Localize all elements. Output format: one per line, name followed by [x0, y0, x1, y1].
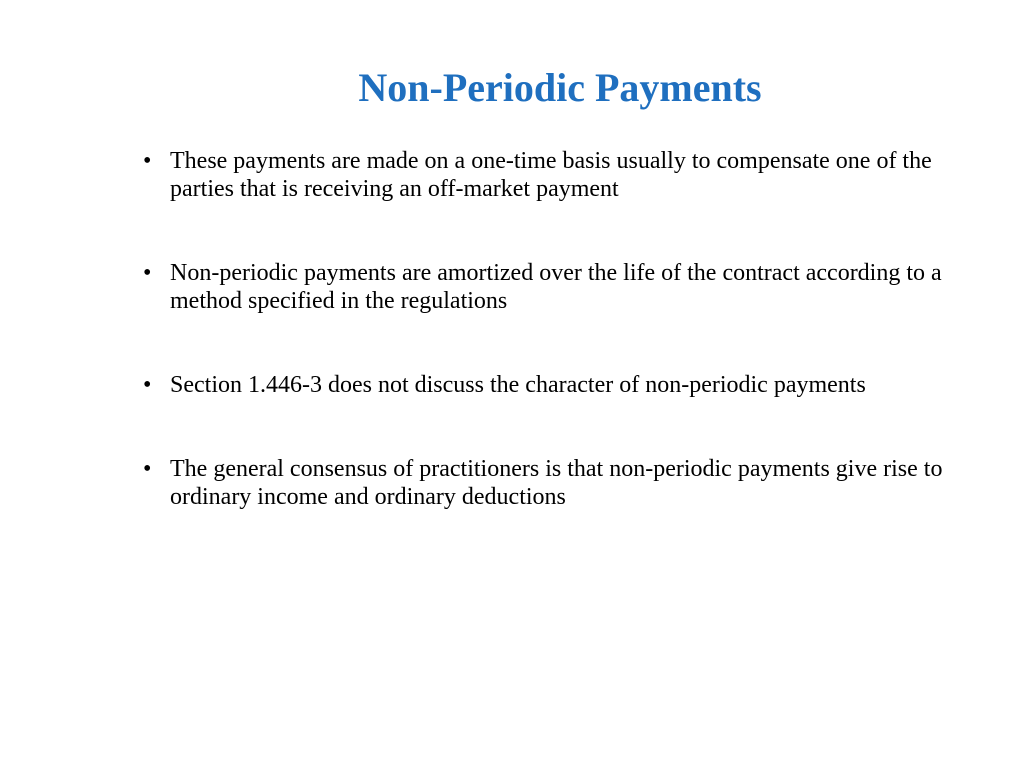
- slide-title: Non-Periodic Payments: [358, 65, 762, 110]
- bullet-item: [140, 259, 970, 315]
- bullet-item: [140, 371, 970, 399]
- bullet-dot-icon: •: [143, 372, 152, 398]
- bullet-item: [140, 147, 970, 203]
- bullet-dot-icon: •: [143, 148, 152, 174]
- bullet-text: The general consensus of practitioners is that non-periodic payments give rise to ordinary income and ordinary deductions: [170, 456, 943, 510]
- bullet-text: Non-periodic payments are amortized over the life of the contract according to a method specified in the regulations: [170, 260, 942, 314]
- bullet-dot-icon: •: [143, 260, 152, 286]
- bullet-text: Section 1.446-3 does not discuss the character of non-periodic payments: [170, 372, 866, 398]
- bullet-list: [140, 147, 970, 567]
- bullet-item: [140, 455, 970, 511]
- bullet-text: These payments are made on a one-time basis usually to compensate one of the parties that is receiving an off-market payment: [170, 148, 932, 202]
- bullet-dot-icon: •: [143, 456, 152, 482]
